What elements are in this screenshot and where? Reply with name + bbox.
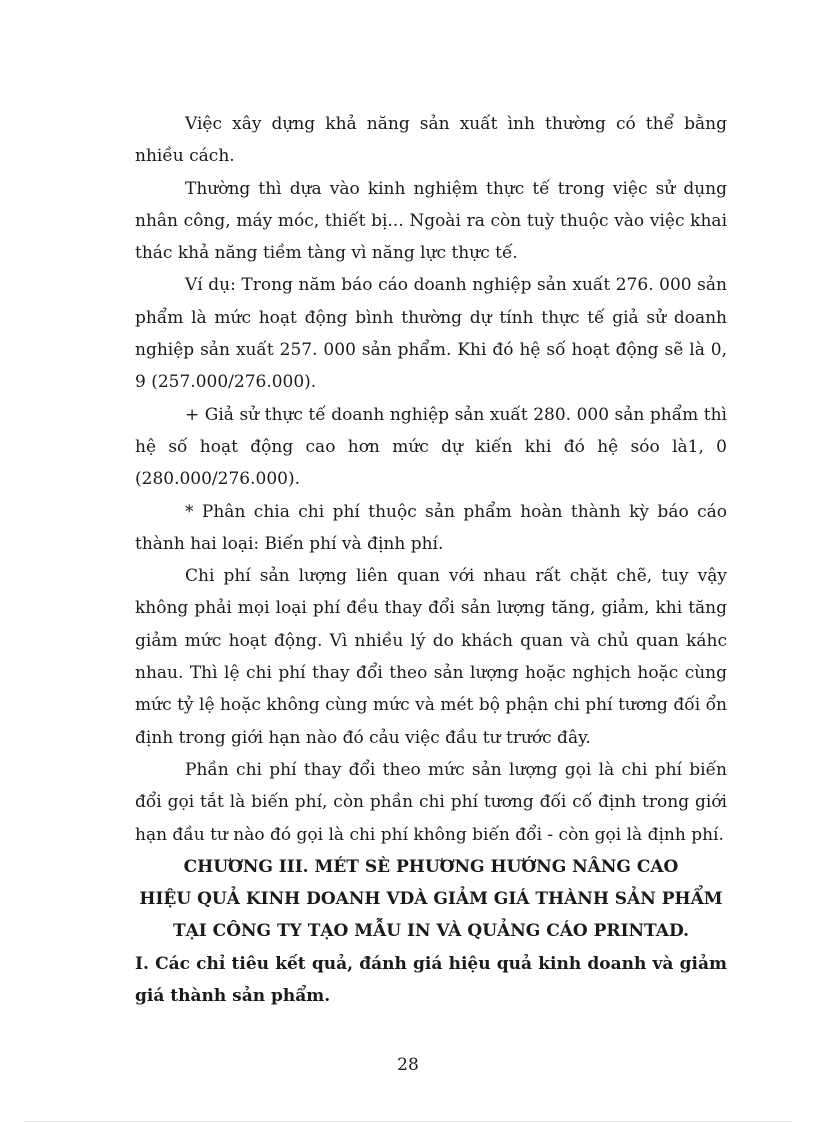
section-heading: I. Các chỉ tiêu kết quả, đánh giá hiệu quả kinh doanh và giảm giá thành sản phẩm. xyxy=(135,953,727,1007)
paragraph: * Phân chia chi phí thuộc sản phẩm hoàn thành kỳ báo cáo thành hai loại: Biến phí và định phí. xyxy=(135,501,727,554)
chapter-heading-line: CHƯƠNG III. MÉT SÈ PHƯƠNG HƯỚNG NÂNG CAO xyxy=(183,856,679,877)
page-number: 28 xyxy=(397,1055,419,1075)
paragraph: + Giả sử thực tế doanh nghiệp sản xuất 280. 000 sản phẩm thì hệ số hoạt động cao hơn mức dự kiến khi đó hệ sóo là1, 0 (280.000/276.000). xyxy=(135,404,727,490)
paragraph: Việc xây dựng khả năng sản xuất ình thường có thể bằng nhiều cách. xyxy=(135,114,727,167)
paragraph: Chi phí sản lượng liên quan với nhau rất chặt chẽ, tuy vậy không phải mọi loại phí đều thay đổi sản lượng tăng, giảm, khi tăng giảm mức hoạt động. Vì nhiều lý do khách quan và chủ quan káhc nhau. Thì lệ chi phí thay đổi theo sản lượng hoặc nghịch hoặc cùng mức tỷ lệ hoặc không cùng mức và mét bộ phận chi phí tương đối ổn định trong giới hạn nào đó cảu việc đầu tư trước đây. xyxy=(135,566,727,748)
chapter-heading-line: HIỆU QUẢ KINH DOANH VDÀ GIẢM GIÁ THÀNH SẢN PHẨM xyxy=(139,889,723,910)
body-text xyxy=(135,108,727,1012)
chapter-heading xyxy=(135,851,727,948)
paragraph: Phần chi phí thay đổi theo mức sản lượng gọi là chi phí biến đổi gọi tắt là biến phí, còn phần chi phí tương đối cố định trong giới hạn đầu tư nào đó gọi là chi phí không biến đổi - còn gọi là định phí. xyxy=(135,759,727,845)
chapter-heading-line: TẠI CÔNG TY TẠO MẪU IN VÀ QUẢNG CÁO PRINTAD. xyxy=(172,921,690,942)
page-bottom-divider xyxy=(25,1121,791,1122)
paragraph: Thường thì dựa vào kinh nghiệm thực tế trong việc sử dụng nhân công, máy móc, thiết bị... Ngoài ra còn tuỳ thuộc vào việc khai thác khả năng tiềm tàng vì năng lực thực tế. xyxy=(135,178,727,264)
paragraph: Ví dụ: Trong năm báo cáo doanh nghiệp sản xuất 276. 000 sản phẩm là mức hoạt động bình thường dự tính thực tế giả sử doanh nghiệp sản xuất 257. 000 sản phẩm. Khi đó hệ số hoạt động sẽ là 0, 9 (257.000/276.000). xyxy=(135,275,727,393)
